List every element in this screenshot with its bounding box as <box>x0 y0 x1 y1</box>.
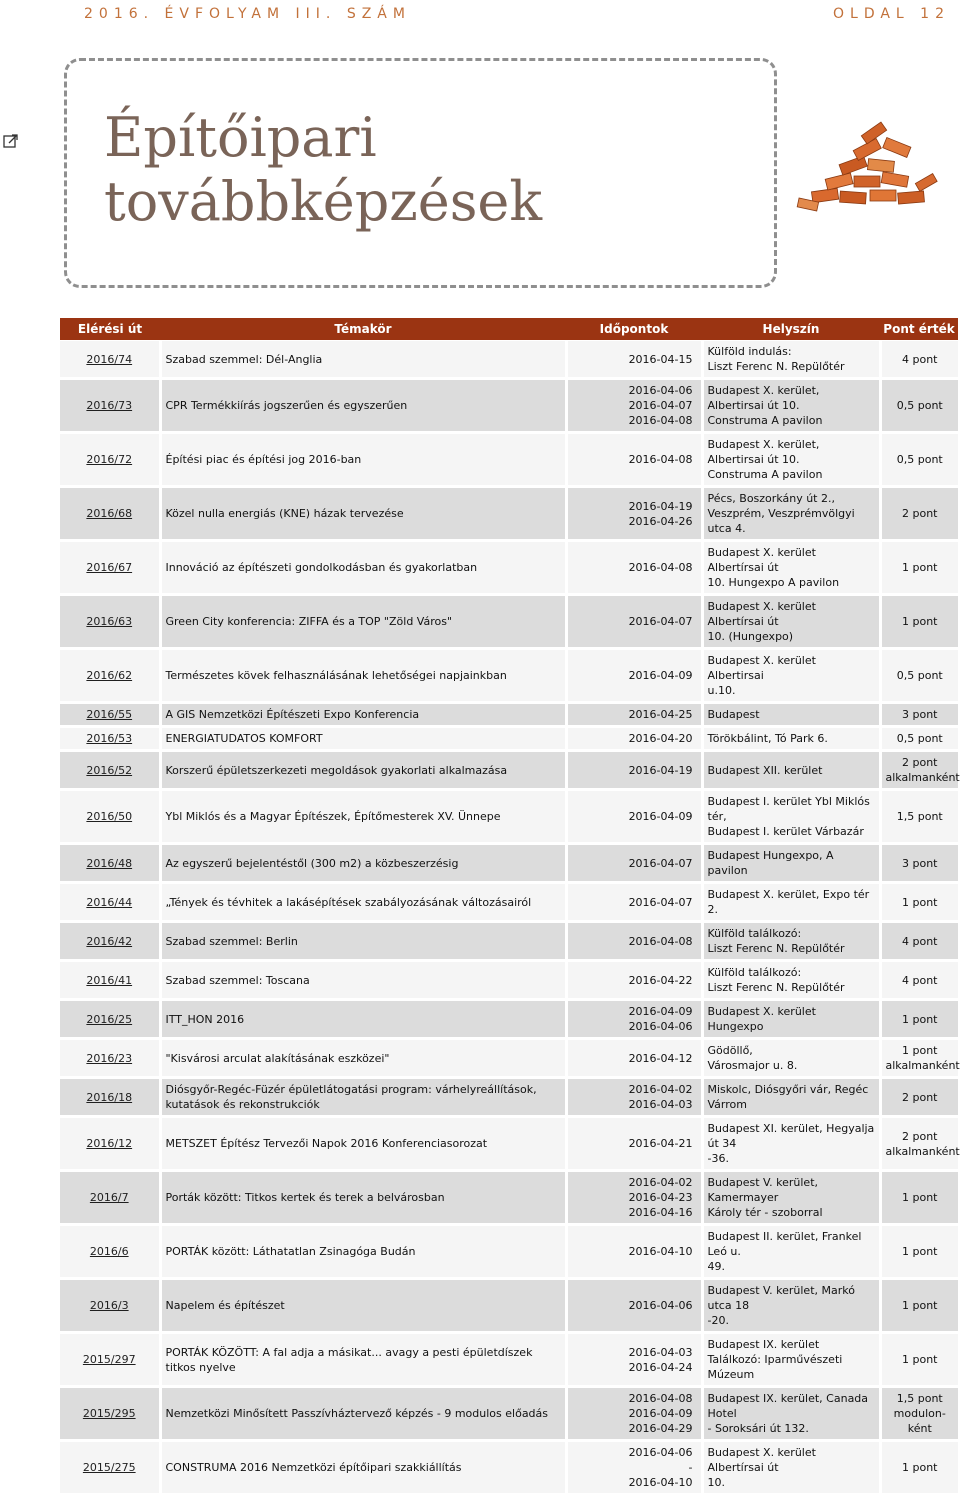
course-date: 2016-04-03 <box>628 1098 693 1111</box>
issue-label: 2016. ÉVFOLYAM III. SZÁM <box>84 6 411 22</box>
course-dates <box>566 1171 702 1225</box>
table-row <box>60 922 958 961</box>
course-points: 1 pont <box>880 1333 958 1387</box>
course-date: 2016-04-07 <box>628 856 693 870</box>
table-row <box>60 1387 958 1441</box>
course-location-line: Liszt Ferenc N. Repülőtér <box>707 981 845 994</box>
course-location-line: - Soroksári út 132. <box>707 1422 809 1435</box>
course-location <box>702 751 880 790</box>
course-date: 2016-04-09 <box>628 810 693 823</box>
table-row <box>60 883 958 922</box>
table-row <box>60 541 958 595</box>
course-topic: CPR Termékkiírás jogszerűen és egyszerűen <box>160 379 566 433</box>
course-points: 2 pont <box>880 1078 958 1117</box>
course-code-link[interactable]: 2015/275 <box>60 1441 160 1495</box>
table-row <box>60 1171 958 1225</box>
course-topic: Ybl Miklós és a Magyar Építészek, Építőmesterek XV. Ünnepe <box>160 790 566 844</box>
course-date: 2016-04-22 <box>628 973 693 987</box>
course-topic: Közel nulla energiás (KNE) házak tervezése <box>160 487 566 541</box>
course-date: 2016-04-08 <box>628 1392 693 1405</box>
course-dates <box>566 922 702 961</box>
course-location-line: Külföld találkozó: <box>707 966 802 979</box>
course-points: 1 pont <box>880 883 958 922</box>
course-code-link[interactable]: 2016/50 <box>60 790 160 844</box>
course-location-line: 49. <box>707 1260 725 1273</box>
col-header-place: Helyszín <box>702 318 880 341</box>
table-row <box>60 1441 958 1495</box>
course-date: 2016-04-09 <box>628 1407 693 1420</box>
col-header-points: Pont érték <box>880 318 958 341</box>
course-topic: METSZET Építész Tervezői Napok 2016 Konferenciasorozat <box>160 1117 566 1171</box>
course-location-line: Liszt Ferenc N. Repülőtér <box>707 942 845 955</box>
course-points: 3 pont <box>880 844 958 883</box>
course-date: 2016-04-29 <box>628 1422 693 1435</box>
course-location-line: Budapest I. kerület Várbazár <box>707 825 864 838</box>
course-date: 2016-04-08 <box>628 414 693 427</box>
table-row <box>60 790 958 844</box>
course-code-link[interactable]: 2016/68 <box>60 487 160 541</box>
course-location-line: Találkozó: Iparművészeti Múzeum <box>707 1353 843 1381</box>
course-topic: Napelem és építészet <box>160 1279 566 1333</box>
course-date: - <box>688 1461 693 1474</box>
external-link-icon[interactable] <box>2 132 20 150</box>
course-date: 2016-04-09 <box>628 1005 693 1018</box>
course-location-line: Pécs, Boszorkány út 2., <box>707 492 835 505</box>
course-location-line: 10. Hungexpo A pavilon <box>707 576 840 589</box>
course-topic: ENERGIATUDATOS KOMFORT <box>160 727 566 751</box>
course-topic: ITT_HON 2016 <box>160 1000 566 1039</box>
course-topic: Green City konferencia: ZIFFA és a TOP "Zöld Város" <box>160 595 566 649</box>
course-dates <box>566 703 702 727</box>
course-topic: PORTÁK között: Láthatatlan Zsinagóga Budán <box>160 1225 566 1279</box>
course-date: 2016-04-07 <box>628 895 693 909</box>
course-location <box>702 1039 880 1078</box>
course-location <box>702 727 880 751</box>
page-number: OLDAL 12 <box>833 6 950 22</box>
course-date: 2016-04-08 <box>628 561 693 574</box>
course-dates <box>566 1387 702 1441</box>
course-code-link[interactable]: 2016/63 <box>60 595 160 649</box>
course-points: 4 pont <box>880 961 958 1000</box>
course-dates <box>566 1279 702 1333</box>
course-location-line: Albertirsai út 10. <box>707 399 800 412</box>
course-topic: Szabad szemmel: Berlin <box>160 922 566 961</box>
course-code-link[interactable]: 2016/23 <box>60 1039 160 1078</box>
course-topic: Innováció az építészeti gondolkodásban és gyakorlatban <box>160 541 566 595</box>
course-code-link[interactable]: 2016/73 <box>60 379 160 433</box>
table-body <box>60 341 958 1495</box>
table-row <box>60 433 958 487</box>
course-date: 2016-04-07 <box>628 399 693 412</box>
course-location <box>702 541 880 595</box>
course-points: 2 pont alkalmanként <box>880 1117 958 1171</box>
course-location-line: Budapest XII. kerület <box>707 763 823 777</box>
course-location <box>702 1333 880 1387</box>
course-points: 4 pont <box>880 341 958 379</box>
course-code-link[interactable]: 2016/53 <box>60 727 160 751</box>
col-header-code: Elérési út <box>60 318 160 341</box>
course-dates <box>566 1078 702 1117</box>
course-location <box>702 595 880 649</box>
course-date: 2016-04-08 <box>628 453 693 466</box>
course-dates <box>566 433 702 487</box>
course-date: 2016-04-06 <box>628 1299 693 1312</box>
course-date: 2016-04-08 <box>628 934 693 948</box>
course-location <box>702 844 880 883</box>
course-dates <box>566 1441 702 1495</box>
course-points: 1,5 pont <box>880 790 958 844</box>
course-topic: Építési piac és építési jog 2016-ban <box>160 433 566 487</box>
table-row <box>60 961 958 1000</box>
course-location <box>702 1279 880 1333</box>
course-location-line: Construma A pavilon <box>707 468 823 481</box>
course-dates <box>566 649 702 703</box>
course-location <box>702 1078 880 1117</box>
table-row <box>60 649 958 703</box>
col-header-topic: Témakör <box>160 318 566 341</box>
page-title <box>104 106 624 234</box>
course-code-link[interactable]: 2016/44 <box>60 883 160 922</box>
course-code-link[interactable]: 2016/18 <box>60 1078 160 1117</box>
course-date: 2016-04-06 <box>628 1020 693 1033</box>
course-points: 1 pont <box>880 595 958 649</box>
course-code-link[interactable]: 2016/52 <box>60 751 160 790</box>
course-date: 2016-04-09 <box>628 669 693 682</box>
table-row <box>60 1333 958 1387</box>
course-location <box>702 1387 880 1441</box>
course-code-link[interactable]: 2016/3 <box>60 1279 160 1333</box>
course-points: 1 pont <box>880 541 958 595</box>
course-location-line: Károly tér - szoborral <box>707 1206 823 1219</box>
course-code-link[interactable]: 2016/48 <box>60 844 160 883</box>
course-dates <box>566 1225 702 1279</box>
course-dates <box>566 790 702 844</box>
course-dates <box>566 595 702 649</box>
course-location-line: 10. <box>707 1476 725 1489</box>
course-location-line: Budapest IX. kerület <box>707 1338 820 1351</box>
page-header <box>0 0 960 30</box>
table-row <box>60 703 958 727</box>
course-location-line: Budapest I. kerület Ybl Miklós tér, <box>707 795 870 823</box>
course-dates <box>566 541 702 595</box>
course-topic: Korszerű épületszerkezeti megoldások gyakorlati alkalmazása <box>160 751 566 790</box>
course-code-link[interactable]: 2016/72 <box>60 433 160 487</box>
course-topic: Diósgyőr-Regéc-Füzér épületlátogatási program: várhelyreállítások, kutatások és rekonstrukciók <box>160 1078 566 1117</box>
course-dates <box>566 844 702 883</box>
course-location-line: Budapest X. kerület Albertírsai út <box>707 546 816 574</box>
table-row <box>60 1000 958 1039</box>
course-location-line: Budapest X. kerület Albertirsai <box>707 654 816 682</box>
course-date: 2016-04-15 <box>628 352 693 366</box>
course-topic: Nemzetközi Minősített Passzívháztervező képzés - 9 modulos előadás <box>160 1387 566 1441</box>
course-location-line: Városmajor u. 8. <box>707 1059 798 1072</box>
course-date: 2016-04-03 <box>628 1345 693 1359</box>
course-date: 2016-04-06 <box>628 384 693 397</box>
table-row <box>60 341 958 379</box>
course-points: 1 pont <box>880 1000 958 1039</box>
course-location <box>702 922 880 961</box>
course-dates <box>566 751 702 790</box>
course-date: 2016-04-20 <box>628 732 693 745</box>
course-date: 2016-04-19 <box>628 499 693 513</box>
course-points: 2 pont alkalmanként <box>880 751 958 790</box>
course-date: 2016-04-12 <box>628 1051 693 1065</box>
course-location-line: Külföld találkozó: <box>707 927 802 940</box>
course-location-line: Budapest IX. kerület, Canada Hotel <box>707 1392 869 1420</box>
course-topic: PORTÁK KÖZÖTT: A fal adja a másikat... avagy a pesti épületdíszek titkos nyelve <box>160 1333 566 1387</box>
course-date: 2016-04-23 <box>628 1191 693 1204</box>
course-dates <box>566 1000 702 1039</box>
course-location <box>702 703 880 727</box>
course-date: 2016-04-02 <box>628 1176 693 1189</box>
course-location-line: Budapest XI. kerület, Hegyalja út 34 <box>707 1122 875 1150</box>
course-topic: A GIS Nemzetközi Építészeti Expo Konferencia <box>160 703 566 727</box>
course-date: 2016-04-10 <box>628 1245 693 1258</box>
course-points: 1 pont <box>880 1279 958 1333</box>
course-dates <box>566 1039 702 1078</box>
course-points: 2 pont <box>880 487 958 541</box>
course-points: 1 pont <box>880 1171 958 1225</box>
course-code-link[interactable]: 2016/25 <box>60 1000 160 1039</box>
course-location <box>702 341 880 379</box>
course-code-link[interactable]: 2015/295 <box>60 1387 160 1441</box>
course-points: 3 pont <box>880 703 958 727</box>
bricks-illustration <box>792 120 942 212</box>
course-date: 2016-04-02 <box>628 1083 693 1096</box>
course-points: 1 pont <box>880 1225 958 1279</box>
course-location-line: Budapest V. kerület, Kamermayer <box>707 1176 819 1204</box>
table-row <box>60 1279 958 1333</box>
course-code-link[interactable]: 2016/6 <box>60 1225 160 1279</box>
course-points: 4 pont <box>880 922 958 961</box>
course-dates <box>566 487 702 541</box>
course-code-link[interactable]: 2016/41 <box>60 961 160 1000</box>
course-dates <box>566 379 702 433</box>
course-points: 0,5 pont <box>880 649 958 703</box>
col-header-dates: Időpontok <box>566 318 702 341</box>
course-location-line: Miskolc, Diósgyőri vár, Regéc <box>707 1083 869 1096</box>
course-topic: Szabad szemmel: Toscana <box>160 961 566 1000</box>
course-location <box>702 1441 880 1495</box>
course-location-line: Albertirsai út 10. <box>707 453 800 466</box>
table-row <box>60 1039 958 1078</box>
course-points: 1 pont alkalmanként <box>880 1039 958 1078</box>
course-location-line: -36. <box>707 1152 729 1165</box>
course-location <box>702 1171 880 1225</box>
course-location-line: Budapest II. kerület, Frankel Leó u. <box>707 1230 862 1258</box>
training-table <box>60 318 958 1496</box>
course-location-line: Budapest X. kerület Albertírsai út <box>707 1446 816 1474</box>
course-location-line: Liszt Ferenc N. Repülőtér <box>707 360 845 373</box>
course-code-link[interactable]: 2016/74 <box>60 341 160 379</box>
table-row <box>60 487 958 541</box>
course-location-line: Gödöllő, <box>707 1044 753 1057</box>
course-code-link[interactable]: 2016/42 <box>60 922 160 961</box>
course-code-link[interactable]: 2016/67 <box>60 541 160 595</box>
course-location <box>702 379 880 433</box>
course-points: 0,5 pont <box>880 379 958 433</box>
course-date: 2016-04-24 <box>628 1360 693 1374</box>
table-row <box>60 595 958 649</box>
course-code-link[interactable]: 2016/12 <box>60 1117 160 1171</box>
course-location-line: Budapest X. kerület Hungexpo <box>707 1005 816 1033</box>
course-code-link[interactable]: 2016/7 <box>60 1171 160 1225</box>
course-topic: Az egyszerű bejelentéstől (300 m2) a közbeszerzésig <box>160 844 566 883</box>
course-date: 2016-04-06 <box>628 1446 693 1459</box>
course-location <box>702 649 880 703</box>
course-date: 2016-04-25 <box>628 708 693 721</box>
table-row <box>60 1078 958 1117</box>
course-topic: Porták között: Titkos kertek és terek a belvárosban <box>160 1171 566 1225</box>
course-topic: "Kisvárosi arculat alakításának eszközei" <box>160 1039 566 1078</box>
course-dates <box>566 883 702 922</box>
course-date: 2016-04-07 <box>628 615 693 628</box>
course-location-line: Budapest X. kerület, <box>707 438 820 451</box>
course-date: 2016-04-21 <box>628 1137 693 1150</box>
course-code-link[interactable]: 2016/62 <box>60 649 160 703</box>
course-location <box>702 961 880 1000</box>
course-points: 0,5 pont <box>880 727 958 751</box>
course-dates <box>566 961 702 1000</box>
course-location <box>702 790 880 844</box>
title-line-1: Építőipari <box>104 106 377 169</box>
course-location-line: Várrom <box>707 1098 747 1111</box>
course-location-line: Külföld indulás: <box>707 345 792 358</box>
course-code-link[interactable]: 2015/297 <box>60 1333 160 1387</box>
course-location-line: Budapest Hungexpo, A pavilon <box>707 849 834 877</box>
course-location <box>702 883 880 922</box>
course-location-line: u.10. <box>707 684 736 697</box>
course-points: 1,5 pont modulon-ként <box>880 1387 958 1441</box>
course-location-line: Budapest X. kerület Albertírsai út <box>707 600 816 628</box>
course-location-line: 10. (Hungexpo) <box>707 630 794 643</box>
table-header-row <box>60 318 958 341</box>
course-location-line: Budapest <box>707 708 760 721</box>
title-line-2: továbbképzések <box>104 170 543 233</box>
course-date: 2016-04-19 <box>628 763 693 777</box>
table-row <box>60 844 958 883</box>
course-points: 0,5 pont <box>880 433 958 487</box>
course-code-link[interactable]: 2016/55 <box>60 703 160 727</box>
course-location <box>702 1225 880 1279</box>
course-location-line: Budapest V. kerület, Markó utca 18 <box>707 1284 855 1312</box>
course-location <box>702 433 880 487</box>
course-topic: Természetes kövek felhasználásának lehetőségei napjainkban <box>160 649 566 703</box>
course-location-line: Construma A pavilon <box>707 414 823 427</box>
course-date: 2016-04-16 <box>628 1206 693 1219</box>
table-row <box>60 1225 958 1279</box>
course-date: 2016-04-10 <box>628 1476 693 1489</box>
course-dates <box>566 341 702 379</box>
course-dates <box>566 1117 702 1171</box>
course-location <box>702 487 880 541</box>
course-topic: CONSTRUMA 2016 Nemzetközi építőipari szakkiállítás <box>160 1441 566 1495</box>
course-points: 1 pont <box>880 1441 958 1495</box>
course-location-line: Törökbálint, Tó Park 6. <box>707 732 828 745</box>
course-location-line: Budapest X. kerület, <box>707 384 820 397</box>
course-topic: „Tények és tévhitek a lakásépítések szabályozásának változásairól <box>160 883 566 922</box>
course-dates <box>566 727 702 751</box>
course-location-line: Budapest X. kerület, Expo tér 2. <box>707 888 870 916</box>
table-row <box>60 1117 958 1171</box>
table-row <box>60 751 958 790</box>
course-location-line: Veszprém, Veszprémvölgyi utca 4. <box>707 507 855 535</box>
course-topic: Szabad szemmel: Dél-Anglia <box>160 341 566 379</box>
course-dates <box>566 1333 702 1387</box>
course-location-line: -20. <box>707 1314 729 1327</box>
table-row <box>60 379 958 433</box>
course-date: 2016-04-26 <box>628 514 693 528</box>
course-location <box>702 1000 880 1039</box>
course-location <box>702 1117 880 1171</box>
table-row <box>60 727 958 751</box>
